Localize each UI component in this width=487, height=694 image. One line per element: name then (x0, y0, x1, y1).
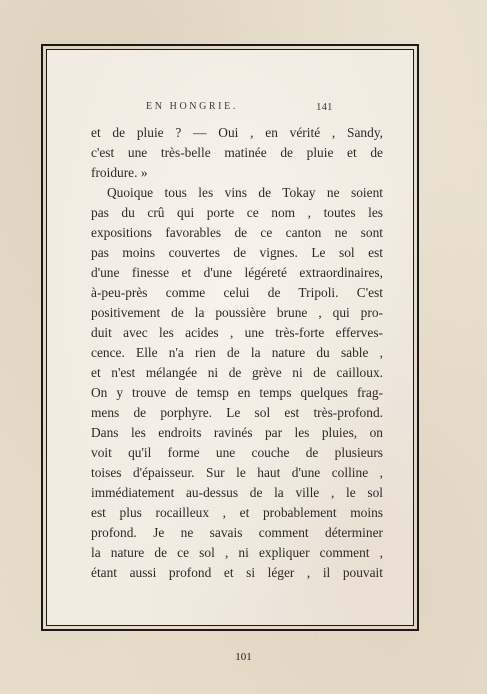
text-line: duit avec les acides , une très-forte efferves- (91, 325, 383, 340)
text-line: toises d'épaisseur. Sur le haut d'une colline , (91, 465, 383, 480)
text-line: immédiatement au-dessus de la ville , le sol (91, 485, 383, 500)
text-line: pas du crû qui porte ce nom , toutes les (91, 205, 383, 220)
printed-page-number: 141 (316, 101, 333, 113)
running-head (47, 101, 413, 115)
text-line: c'est une très-belle matinée de pluie et de (91, 145, 383, 160)
text-line: Dans les endroits ravinés par les pluies, on (91, 425, 383, 440)
text-line: étant aussi profond et si léger , il pouvait (91, 565, 383, 580)
text-line: mens de porphyre. Le sol est très-profond. (91, 405, 383, 420)
text-line: froidure. » (91, 165, 148, 180)
text-line: Quoique tous les vins de Tokay ne soient (107, 185, 383, 200)
text-line: pas moins couvertes de vignes. Le sol est (91, 245, 383, 260)
text-line: expositions favorables de ce canton ne sont (91, 225, 383, 240)
text-line: est plus rocailleux , et probablement moins (91, 505, 383, 520)
text-line: et de pluie ? — Oui , en vérité , Sandy, (91, 125, 383, 140)
text-line: la nature de ce sol , ni expliquer comment , (91, 545, 383, 560)
page-frame-inner (46, 49, 414, 626)
running-head-title: EN HONGRIE. (146, 101, 238, 112)
text-line: et n'est mélangée ni de grève ni de cailloux. (91, 365, 383, 380)
text-line: positivement de la poussière brune , qui pro- (91, 305, 383, 320)
text-line: à-peu-près comme celui de Tripoli. C'est (91, 285, 383, 300)
text-line: profond. Je ne savais comment déterminer (91, 525, 383, 540)
footer-page-number: 101 (235, 651, 252, 663)
page-frame-outer (41, 44, 419, 631)
text-line: d'une finesse et d'une légéreté extraordinaires, (91, 265, 383, 280)
text-line: voit qu'il forme une couche de plusieurs (91, 445, 383, 460)
text-line: cence. Elle n'a rien de la nature du sable , (91, 345, 383, 360)
body-text (91, 123, 383, 583)
text-line: On y trouve de temsp en temps quelques frag- (91, 385, 383, 400)
